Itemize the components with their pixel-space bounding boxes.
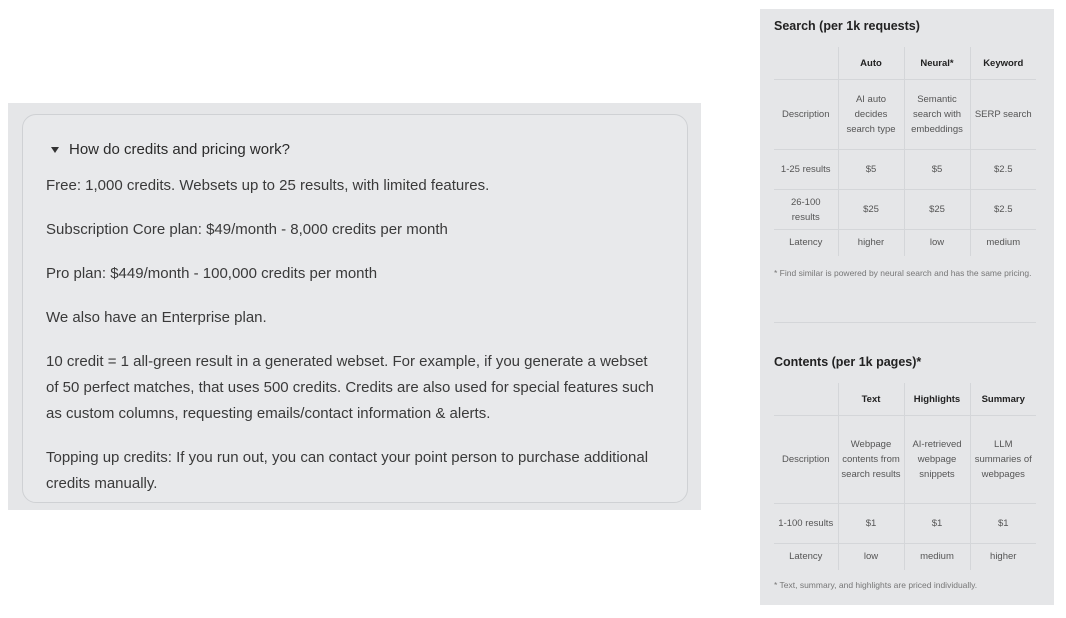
contents-footnote: * Text, summary, and highlights are priced individually. [774,580,978,590]
row-label: 1-25 results [780,164,831,175]
faq-question-toggle[interactable] [51,141,290,158]
pricing-panel [760,9,1054,605]
faq-answer-free: Free: 1,000 credits. Websets up to 25 results, with limited features. [46,177,490,194]
table-header-cell [774,47,838,80]
section-divider [774,322,1036,323]
table-row [774,150,1036,190]
table-header-row [774,383,1036,416]
table-cell: LLM summaries of webpages [970,416,1036,504]
caret-down-icon [51,147,59,153]
table-cell: medium [970,230,1036,256]
contents-pricing-title: Contents (per 1k pages)* [774,355,922,369]
row-label: 26-100 results [790,196,821,223]
faq-answer-topup: Topping up credits: If you run out, you can contact your point person to purchase additional credits manually. [46,449,649,492]
table-cell: low [904,230,970,256]
search-footnote: * Find similar is powered by neural search and has the same pricing. [774,268,1032,278]
table-cell: SERP search [970,80,1036,150]
table-cell: $1 [970,504,1036,544]
faq-card [22,114,688,503]
faq-answer-pro: Pro plan: $449/month - 100,000 credits per month [46,265,378,282]
table-header-cell: Text [838,383,904,416]
table-cell: AI-retrieved webpage snippets [904,416,970,504]
faq-panel [8,103,701,510]
row-label: Latency [789,551,823,563]
table-cell: $25 [838,190,904,230]
row-label: Description [781,454,830,465]
table-cell: $5 [838,150,904,190]
table-cell: low [838,544,904,570]
table-cell: higher [838,230,904,256]
search-pricing-title: Search (per 1k requests) [774,19,920,33]
table-cell: Webpage contents from search results [838,416,904,504]
row-label: 1-100 results [778,518,834,529]
table-header-cell: Summary [970,383,1036,416]
table-cell: AI auto decides search type [838,80,904,150]
table-cell: $1 [838,504,904,544]
table-cell: higher [970,544,1036,570]
table-header-cell: Keyword [970,47,1036,80]
table-cell: $2.5 [970,150,1036,190]
table-header-cell: Highlights [904,383,970,416]
table-row [774,504,1036,544]
table-row [774,544,1036,570]
row-label: Latency [789,237,823,249]
table-cell: $5 [904,150,970,190]
faq-question-label: How do credits and pricing work? [69,141,290,158]
table-cell: Semantic search with embeddings [904,80,970,150]
contents-pricing-table [774,383,1036,570]
table-cell: $25 [904,190,970,230]
faq-answer-core: Subscription Core plan: $49/month - 8,000 credits per month [46,221,448,238]
table-row [774,230,1036,256]
faq-answer-enterprise: We also have an Enterprise plan. [46,309,267,326]
table-row [774,416,1036,504]
faq-answer-credits: 10 credit = 1 all-green result in a generated webset. For example, if you generate a webset of 50 perfect matches, that uses 500 credits. Credits are also used for special features such as custom columns, requesting emails/contact information & alerts. [46,353,654,422]
table-row [774,80,1036,150]
table-cell: medium [904,544,970,570]
table-cell: $2.5 [970,190,1036,230]
table-header-cell: Neural* [904,47,970,80]
table-header-row [774,47,1036,80]
row-label: Description [781,109,830,120]
table-row [774,190,1036,230]
table-cell: $1 [904,504,970,544]
search-pricing-table [774,47,1036,256]
table-header-cell [774,383,838,416]
table-header-cell: Auto [838,47,904,80]
